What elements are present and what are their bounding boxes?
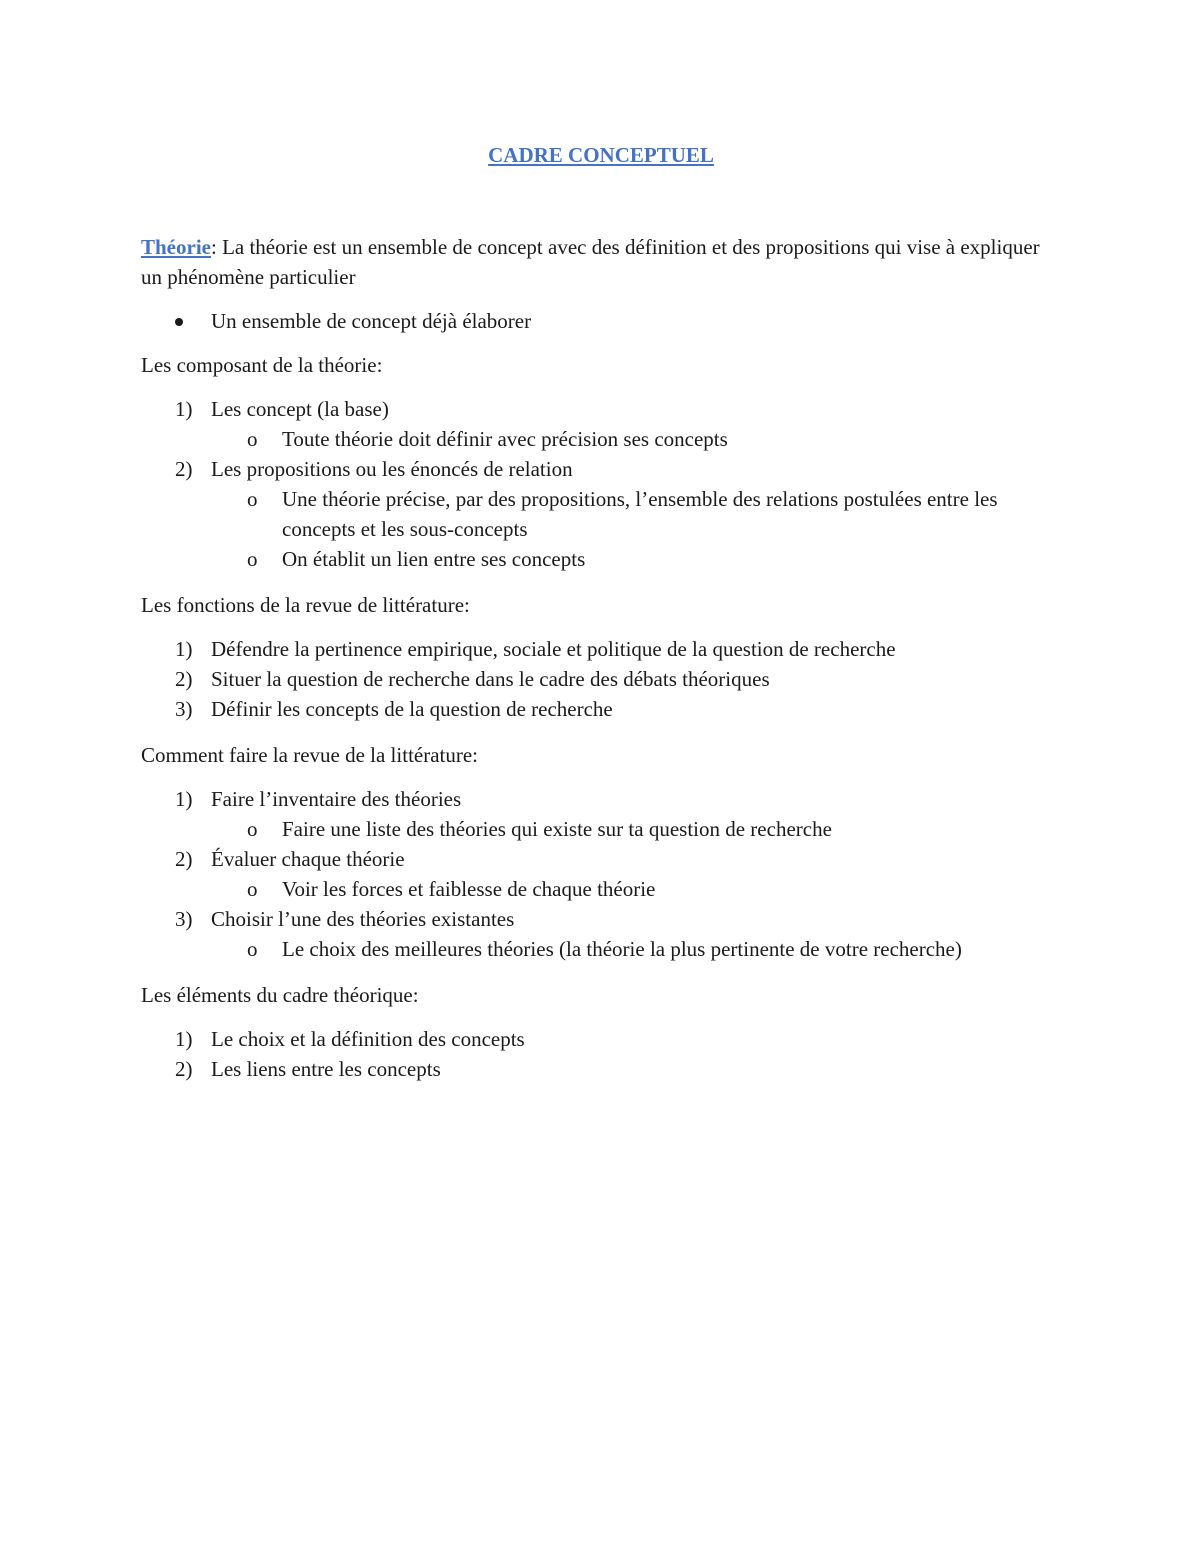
numbered-list (141, 634, 1061, 724)
sub-list (211, 484, 1061, 574)
list-item-text: Situer la question de recherche dans le cadre des débats théoriques (211, 667, 770, 691)
circle-bullet-icon: o (247, 547, 258, 571)
list-item-number: 2) (175, 847, 193, 871)
list-item-text: Les propositions ou les énoncés de relation (211, 457, 573, 481)
sub-list-item-text: On établit un lien entre ses concepts (282, 547, 586, 571)
list-item (141, 904, 1061, 964)
list-item (141, 844, 1061, 904)
sub-list-item (211, 934, 1061, 964)
numbered-list (141, 1024, 1061, 1084)
sub-list-item (211, 424, 1061, 454)
intro-bullet-list (141, 306, 1061, 336)
document-page (141, 140, 1061, 1100)
sub-list-item (211, 484, 1061, 544)
list-item-number: 2) (175, 1057, 193, 1081)
list-item (141, 454, 1061, 574)
list-item-text: Les liens entre les concepts (211, 1057, 441, 1081)
list-item-text: Définir les concepts de la question de recherche (211, 697, 613, 721)
intro-text: : La théorie est un ensemble de concept avec des définition et des propositions qui vise à expliquer un phénomène particulier (141, 235, 1040, 289)
list-item (141, 634, 1061, 664)
section-heading: Comment faire la revue de la littérature: (141, 743, 479, 767)
list-item-number: 2) (175, 667, 193, 691)
intro-paragraph (141, 232, 1061, 292)
sub-list (211, 874, 1061, 904)
list-item (141, 784, 1061, 844)
circle-bullet-icon: o (247, 877, 258, 901)
list-item (141, 664, 1061, 694)
list-item-text: Le choix et la définition des concepts (211, 1027, 525, 1051)
list-item-number: 2) (175, 457, 193, 481)
bullet-icon (175, 318, 183, 326)
sub-list (211, 934, 1061, 964)
list-item-number: 3) (175, 697, 193, 721)
sub-list-item (211, 544, 1061, 574)
list-item-number: 3) (175, 907, 193, 931)
sub-list-item (211, 814, 1061, 844)
list-item (141, 306, 1061, 336)
sub-list-item-text: Faire une liste des théories qui existe sur ta question de recherche (282, 817, 832, 841)
list-item (141, 694, 1061, 724)
list-item (141, 1054, 1061, 1084)
list-item-text: Choisir l’une des théories existantes (211, 907, 515, 931)
numbered-list (141, 394, 1061, 574)
numbered-list (141, 784, 1061, 964)
intro-term: Théorie (141, 235, 211, 259)
section-heading: Les composant de la théorie: (141, 353, 383, 377)
circle-bullet-icon: o (247, 937, 258, 961)
list-item-text: Faire l’inventaire des théories (211, 787, 462, 811)
sub-list-item-text: Voir les forces et faiblesse de chaque théorie (282, 877, 656, 901)
list-item-text: Les concept (la base) (211, 397, 389, 421)
circle-bullet-icon: o (247, 817, 258, 841)
sub-list-item-text: Une théorie précise, par des propositions, l’ensemble des relations postulées entre les concepts et les sous-concepts (282, 487, 998, 541)
sub-list (211, 814, 1061, 844)
section-heading: Les fonctions de la revue de littérature: (141, 593, 470, 617)
circle-bullet-icon: o (247, 427, 258, 451)
list-item (141, 1024, 1061, 1054)
sub-list-item-text: Toute théorie doit définir avec précision ses concepts (282, 427, 728, 451)
section-heading: Les éléments du cadre théorique: (141, 983, 419, 1007)
list-item (141, 394, 1061, 454)
list-item-text: Un ensemble de concept déjà élaborer (211, 309, 532, 333)
list-item-number: 1) (175, 787, 193, 811)
sub-list-item (211, 874, 1061, 904)
sub-list (211, 424, 1061, 454)
list-item-text: Évaluer chaque théorie (211, 847, 405, 871)
list-item-text: Défendre la pertinence empirique, sociale et politique de la question de recherche (211, 637, 896, 661)
sections (141, 350, 1061, 1084)
list-item-number: 1) (175, 397, 193, 421)
list-item-number: 1) (175, 637, 193, 661)
document-title: CADRE CONCEPTUEL (488, 143, 714, 167)
circle-bullet-icon: o (247, 487, 258, 511)
sub-list-item-text: Le choix des meilleures théories (la théorie la plus pertinente de votre recherche) (282, 937, 962, 961)
list-item-number: 1) (175, 1027, 193, 1051)
